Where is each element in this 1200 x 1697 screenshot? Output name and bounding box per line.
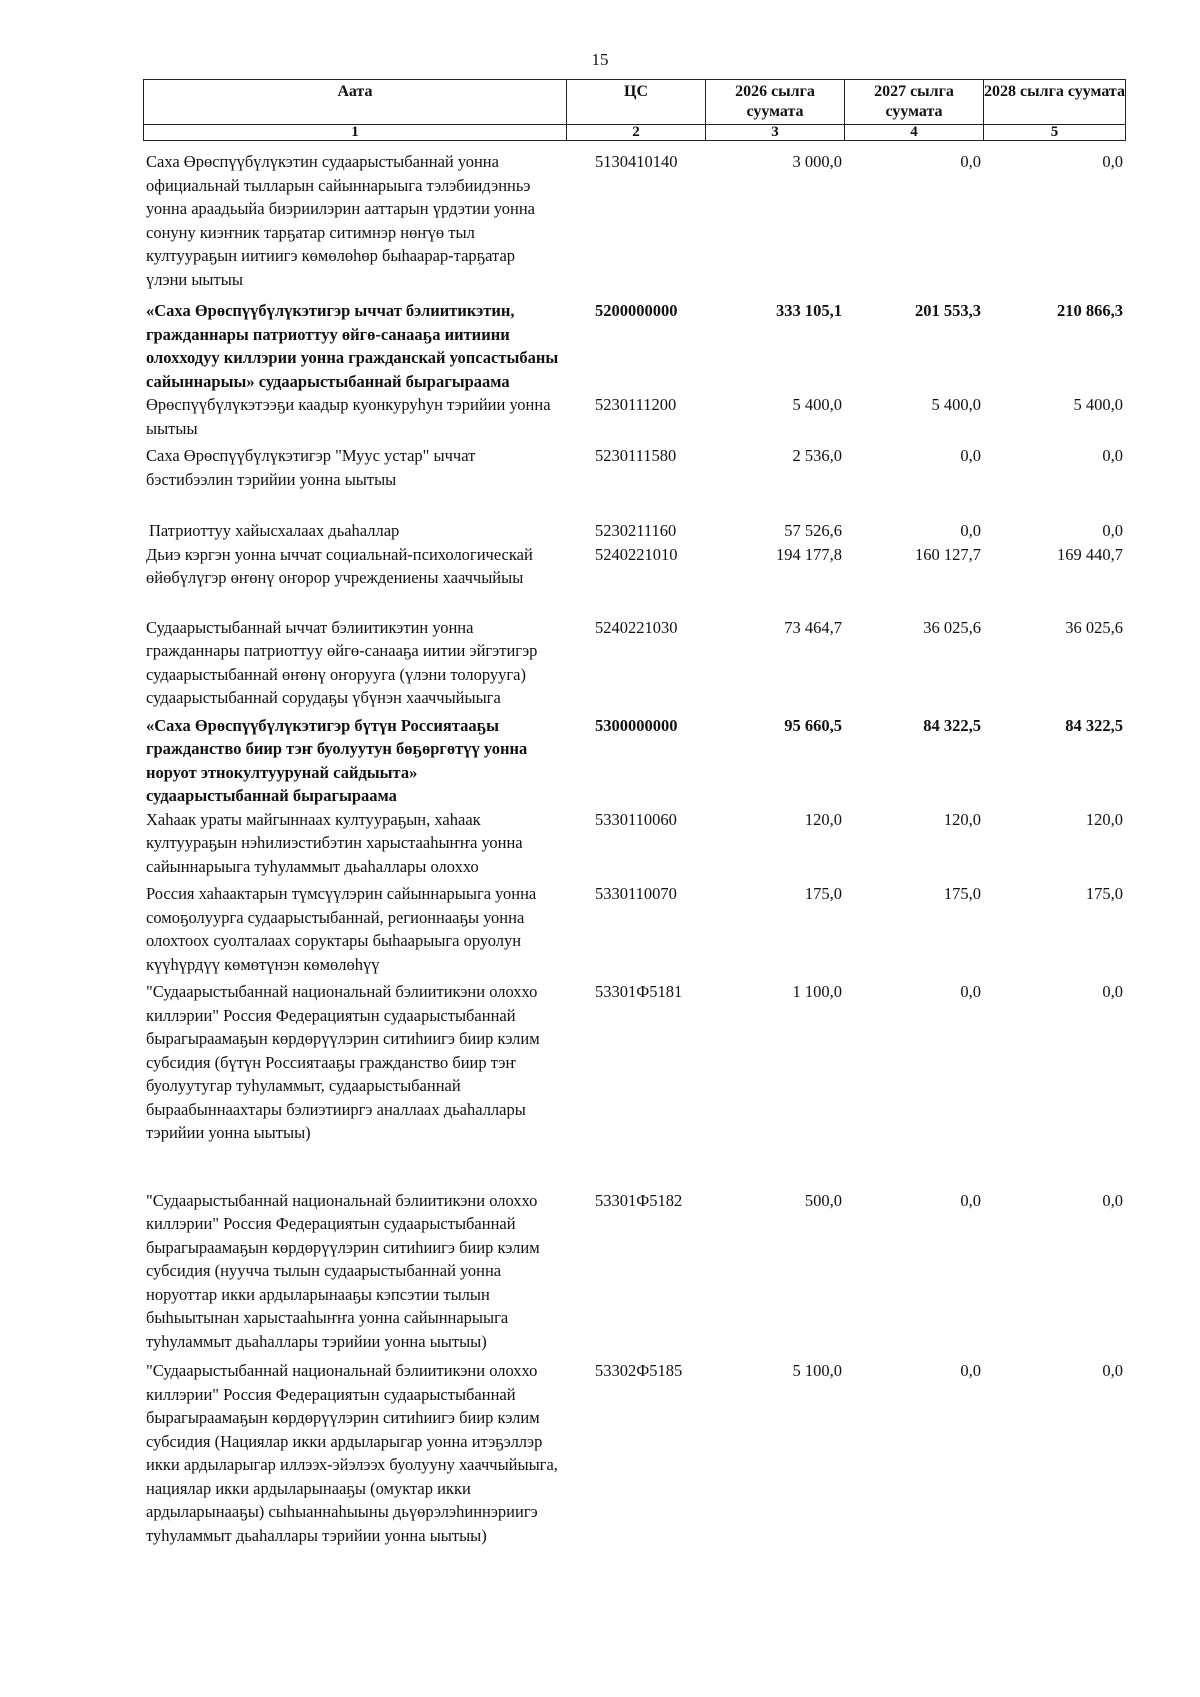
column-number-row [144, 125, 1126, 141]
row-value-2026: 57 526,6 [784, 521, 842, 540]
row-value-2026: 3 000,0 [792, 152, 842, 171]
table-row [143, 1189, 1125, 1360]
row-value-2026: 95 660,5 [784, 715, 842, 735]
row-value-2027: 0,0 [960, 446, 981, 465]
row-name: Саха Өрөспүүбүлүкэтигэр "Муус устар" ыччат бэстибээлин тэрийии уонна ыытыы [146, 446, 476, 489]
row-value-2027: 0,0 [960, 521, 981, 540]
row-code: 53301Ф5182 [595, 1190, 683, 1210]
row-value-2028: 169 440,7 [1057, 544, 1123, 564]
row-value-2026: 175,0 [804, 884, 842, 903]
row-value-2028: 120,0 [1085, 809, 1123, 829]
row-code: 5230211160 [595, 521, 677, 540]
table-row [143, 882, 1125, 980]
row-name: "Судаарыстыбаннай национальнай бэлиитикэни олоххо киллэрии" Россия Федерациятын судаарыстыбаннай бырагыраамаҕын көрдөрүүлэрин ситиһиигэ биир кэлим субсидия (бүтүн Россиятааҕы гражданство биир тэҥ буолуутугар туһуламмыт, судаарыстыбаннай быраабыннаахтары бэлиэтииргэ аналлаах дьаһаллары тэрийии уонна ыытыы) [146, 982, 540, 1142]
row-name: «Саха Өрөспүүбүлүкэтигэр ыччат бэлиитикэтин, гражданнары патриоттуу өйгө-санааҕа иитиини олохходуу киллэрии уонна гражданскай уопсастыбаны сайыннарыы» судаарыстыбаннай бырагыраама [146, 301, 559, 391]
row-name: Саха Өрөспүүбүлүкэтин судаарыстыбаннай уонна официальнай тылларын сайыннарыыга тэлэбиидэнньэ уонна араадьыйа биэриилэрин ааттарын үрдэтии уонна сонуну киэҥник тарҕатар ситимнэр нөҥүө тыл култуураҕын иитиигэ көмөлөһөр быһаарар-тарҕатар үлэни ыытыы [146, 152, 535, 289]
page-number: 15 [591, 50, 609, 69]
row-value-2027: 84 322,5 [923, 715, 981, 735]
column-header-2027: 2027 сылга суумата [845, 80, 984, 125]
row-code: 5230111200 [595, 395, 677, 414]
row-value-2027: 160 127,7 [915, 544, 981, 564]
column-number: 2 [567, 125, 706, 141]
row-value-2028: 0,0 [1102, 152, 1123, 171]
column-header-code: ЦС [567, 80, 706, 125]
row-code: 5230111580 [595, 446, 677, 465]
column-number: 1 [144, 125, 567, 141]
row-name: Өрөспүүбүлүкэтээҕи каадыр куонкуруһун тэрийии уонна ыытыы [146, 395, 551, 438]
row-value-2027: 0,0 [960, 1361, 981, 1380]
row-code: 53301Ф5181 [595, 982, 683, 1001]
table-row [143, 980, 1125, 1189]
row-value-2028: 36 025,6 [1065, 617, 1123, 637]
row-value-2026: 73 464,7 [784, 617, 842, 637]
table-header [143, 79, 1126, 141]
column-header-2026: 2026 сылга суумата [706, 80, 845, 125]
row-value-2027: 0,0 [960, 982, 981, 1001]
table-row [143, 616, 1125, 710]
row-code: 53302Ф5185 [595, 1361, 683, 1380]
row-value-2026: 194 177,8 [776, 544, 842, 564]
row-name: "Судаарыстыбаннай национальнай бэлиитикэни олоххо киллэрии" Россия Федерациятын судаарыстыбаннай бырагыраамаҕын көрдөрүүлэрин ситиһиигэ биир кэлим субсидия (Нациялар икки ардыларыгар уонна итэҕэллэр икки ардыларыгар иллээх-эйэлээх буолууну хааччыйыыга, нациялар икки ардыларынааҕы (омуктар икки ардыларынааҕы) сыһыаннаһыыны дьүөрэлэһиннэриигэ туһуламмыт дьаһаллары тэрийии уонна ыытыы) [146, 1361, 558, 1545]
row-code: 5240221010 [595, 544, 678, 564]
row-value-2026: 5 400,0 [792, 395, 842, 414]
row-value-2028: 5 400,0 [1073, 395, 1123, 414]
row-name: Патриоттуу хайысхалаах дьаһаллар [149, 521, 400, 540]
row-code: 5130410140 [595, 152, 678, 171]
column-header-name: Аата [144, 80, 567, 125]
row-name: Судаарыстыбаннай ыччат бэлиитикэтин уонна гражданнары патриоттуу өйгө-санааҕа иитии эйгэтигэр судаарыстыбаннай өҥөнү оҥорууга (үлэни толорууга) судаарыстыбаннай сорудаҕы үбүнэн хааччыйыыга [146, 617, 538, 707]
row-value-2026: 5 100,0 [792, 1361, 842, 1380]
row-value-2028: 84 322,5 [1065, 715, 1123, 735]
row-value-2027: 0,0 [960, 152, 981, 171]
row-code: 5330110070 [595, 884, 677, 903]
row-value-2027: 175,0 [943, 884, 981, 903]
column-header-2028: 2028 сылга суумата [984, 80, 1126, 125]
table-row [143, 543, 1125, 616]
header-row [144, 80, 1126, 125]
row-value-2028: 210 866,3 [1057, 301, 1123, 320]
row-code: 5240221030 [595, 617, 678, 637]
row-value-2026: 120,0 [804, 809, 842, 829]
row-value-2026: 333 105,1 [776, 301, 842, 320]
row-value-2028: 0,0 [1102, 446, 1123, 465]
row-value-2026: 1 100,0 [792, 982, 842, 1001]
column-number: 5 [984, 125, 1126, 141]
table-row [143, 1359, 1125, 1547]
row-value-2027: 5 400,0 [931, 395, 981, 414]
row-value-2027: 120,0 [943, 809, 981, 829]
row-value-2026: 2 536,0 [792, 446, 842, 465]
row-value-2027: 201 553,3 [915, 301, 981, 320]
row-name: "Судаарыстыбаннай национальнай бэлиитикэни олоххо киллэрии" Россия Федерациятын судаарыстыбаннай бырагыраамаҕын көрдөрүүлэрин ситиһиигэ биир кэлим субсидия (нуучча тылын судаарыстыбаннай уонна норуоттар икки ардыларынааҕы кэпсэтии тылын быһыытынан харыстааһыҥҥа уонна сайыннарыыга туһуламмыт дьаһаллары тэрийии уонна ыытыы) [146, 1190, 540, 1351]
row-value-2027: 0,0 [960, 1190, 981, 1210]
row-value-2028: 0,0 [1102, 982, 1123, 1001]
row-value-2028: 0,0 [1102, 1361, 1123, 1380]
table-row [143, 519, 1125, 543]
row-value-2027: 36 025,6 [923, 617, 981, 637]
table-row [143, 808, 1125, 883]
column-number: 4 [845, 125, 984, 141]
row-name: Хаһаак ураты майгыннаах култуураҕын, хаһаак култуураҕын нэһилиэстибэтин харыстааһыҥҥа уонна сайыннарыыга туһуламмыт дьаһаллары олоххо [146, 809, 523, 876]
column-number: 3 [706, 125, 845, 141]
table-row-program [143, 710, 1125, 808]
row-value-2028: 0,0 [1102, 1190, 1123, 1210]
row-code: 5330110060 [595, 809, 677, 829]
table-row [143, 444, 1125, 519]
table-row [143, 150, 1125, 291]
row-code: 5200000000 [595, 301, 678, 320]
row-name: Россия хаһаактарын түмсүүлэрин сайыннарыыга уонна сомоҕолуурга судаарыстыбаннай, регионнааҕы уонна олохтоох суолталаах соруктары быһаарыыга оруолун күүһүрдүү көмөтүнэн көмөлөһүү [146, 884, 537, 974]
table-row [143, 393, 1125, 444]
row-name: «Саха Өрөспүүбүлүкэтигэр бүтүн Россиятааҕы гражданство биир тэҥ буолуутун бөҕөргөтүү уонна норуот этнокултуурунай сайдыыта» судаарыстыбаннай бырагыраама [146, 715, 528, 805]
table-row-program [143, 291, 1125, 393]
row-code: 5300000000 [595, 715, 678, 735]
row-value-2026: 500,0 [804, 1190, 842, 1210]
row-value-2028: 175,0 [1085, 884, 1123, 903]
budget-table [143, 150, 1125, 1547]
row-value-2028: 0,0 [1102, 521, 1123, 540]
row-name: Дьиэ кэргэн уонна ыччат социальнай-психологическай өйөбүлүгэр өҥөнү оҥорор учреждениены хааччыйыы [146, 544, 533, 587]
